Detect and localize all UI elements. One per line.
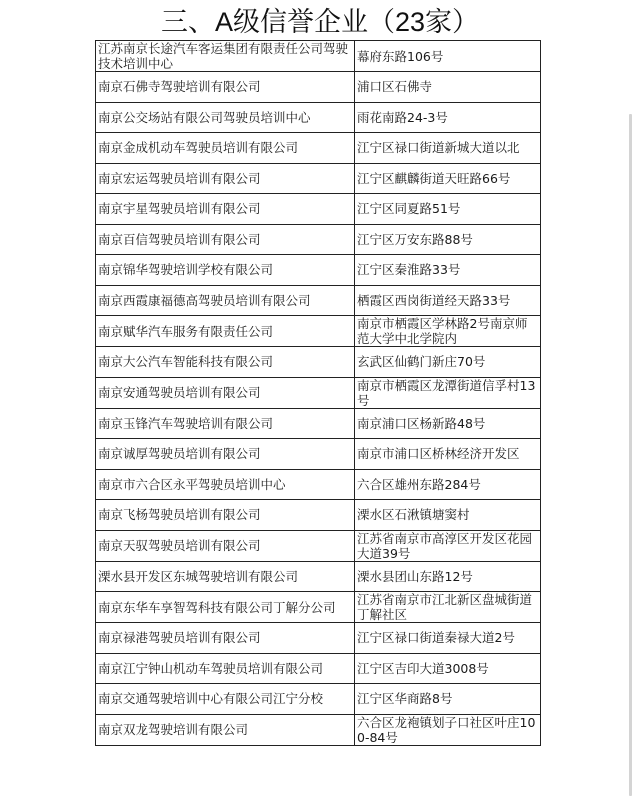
company-name-cell: 南京东华车享智驾科技有限公司丁解分公司: [96, 592, 355, 623]
table-row: [96, 316, 541, 347]
address-cell: 江苏省南京市江北新区盘城街道丁解社区: [355, 592, 541, 623]
vertical-scrollbar[interactable]: [629, 114, 632, 796]
company-name-cell: 南京玉锋汽车驾驶培训有限公司: [96, 408, 355, 439]
table-row: [96, 561, 541, 592]
address-cell: 江宁区禄口街道新城大道以北: [355, 133, 541, 164]
table-row: [96, 194, 541, 225]
address-cell: 幕府东路106号: [355, 41, 541, 72]
table-row: [96, 653, 541, 684]
company-name-cell: 南京市六合区永平驾驶员培训中心: [96, 469, 355, 500]
page-title: 三、A级信誉企业（23家）: [160, 7, 480, 37]
company-name-cell: 南京禄港驾驶员培训有限公司: [96, 623, 355, 654]
company-name-cell: 南京百信驾驶员培训有限公司: [96, 224, 355, 255]
address-cell: 南京浦口区杨新路48号: [355, 408, 541, 439]
company-name-cell: 南京江宁钟山机动车驾驶员培训有限公司: [96, 653, 355, 684]
table-row: [96, 347, 541, 378]
address-cell: 江宁区万安东路88号: [355, 224, 541, 255]
address-cell: 南京市栖霞区学林路2号南京师范大学中北学院内: [355, 316, 541, 347]
company-name-cell: 南京双龙驾驶培训有限公司: [96, 714, 355, 745]
company-name-cell: 南京大公汽车智能科技有限公司: [96, 347, 355, 378]
table-row: [96, 469, 541, 500]
company-name-cell: 南京金成机动车驾驶员培训有限公司: [96, 133, 355, 164]
address-cell: 江宁区麒麟街道天旺路66号: [355, 163, 541, 194]
address-cell: 南京市栖霞区龙潭街道信孚村13号: [355, 377, 541, 408]
company-name-cell: 南京公交场站有限公司驾驶员培训中心: [96, 102, 355, 133]
company-name-cell: 南京交通驾驶培训中心有限公司江宁分校: [96, 684, 355, 715]
table-row: [96, 224, 541, 255]
address-cell: 浦口区石佛寺: [355, 72, 541, 103]
table-row: [96, 439, 541, 470]
address-cell: 江苏省南京市高淳区开发区花园大道39号: [355, 530, 541, 561]
company-name-cell: 南京西霞康福德高驾驶员培训有限公司: [96, 285, 355, 316]
table-row: [96, 408, 541, 439]
company-name-cell: 南京宏运驾驶员培训有限公司: [96, 163, 355, 194]
company-name-cell: 南京石佛寺驾驶培训有限公司: [96, 72, 355, 103]
company-name-cell: 南京天驭驾驶员培训有限公司: [96, 530, 355, 561]
table-row: [96, 41, 541, 72]
table-row: [96, 285, 541, 316]
table-row: [96, 163, 541, 194]
table-row: [96, 500, 541, 531]
address-cell: 溧水县团山东路12号: [355, 561, 541, 592]
enterprise-table: [95, 40, 541, 746]
company-name-cell: 南京赋华汽车服务有限责任公司: [96, 316, 355, 347]
table-row: [96, 102, 541, 133]
company-name-cell: 南京飞杨驾驶员培训有限公司: [96, 500, 355, 531]
table-row: [96, 133, 541, 164]
table-row: [96, 530, 541, 561]
table-row: [96, 72, 541, 103]
address-cell: 六合区龙袍镇划子口社区叶庄100-84号: [355, 714, 541, 745]
table-row: [96, 714, 541, 745]
address-cell: 江宁区吉印大道3008号: [355, 653, 541, 684]
address-cell: 栖霞区西岗街道经天路33号: [355, 285, 541, 316]
company-name-cell: 南京锦华驾驶培训学校有限公司: [96, 255, 355, 286]
company-name-cell: 南京宇星驾驶员培训有限公司: [96, 194, 355, 225]
company-name-cell: 南京诚厚驾驶员培训有限公司: [96, 439, 355, 470]
address-cell: 玄武区仙鹤门新庄70号: [355, 347, 541, 378]
company-name-cell: 南京安通驾驶员培训有限公司: [96, 377, 355, 408]
table-row: [96, 684, 541, 715]
table-row: [96, 592, 541, 623]
address-cell: 雨花南路24-3号: [355, 102, 541, 133]
address-cell: 溧水区石湫镇塘窦村: [355, 500, 541, 531]
address-cell: 江宁区同夏路51号: [355, 194, 541, 225]
table-row: [96, 255, 541, 286]
table-row: [96, 377, 541, 408]
address-cell: 江宁区禄口街道秦禄大道2号: [355, 623, 541, 654]
address-cell: 江宁区秦淮路33号: [355, 255, 541, 286]
address-cell: 江宁区华商路8号: [355, 684, 541, 715]
company-name-cell: 江苏南京长途汽车客运集团有限责任公司驾驶技术培训中心: [96, 41, 355, 72]
table-row: [96, 623, 541, 654]
company-name-cell: 溧水县开发区东城驾驶培训有限公司: [96, 561, 355, 592]
address-cell: 六合区雄州东路284号: [355, 469, 541, 500]
address-cell: 南京市浦口区桥林经济开发区: [355, 439, 541, 470]
